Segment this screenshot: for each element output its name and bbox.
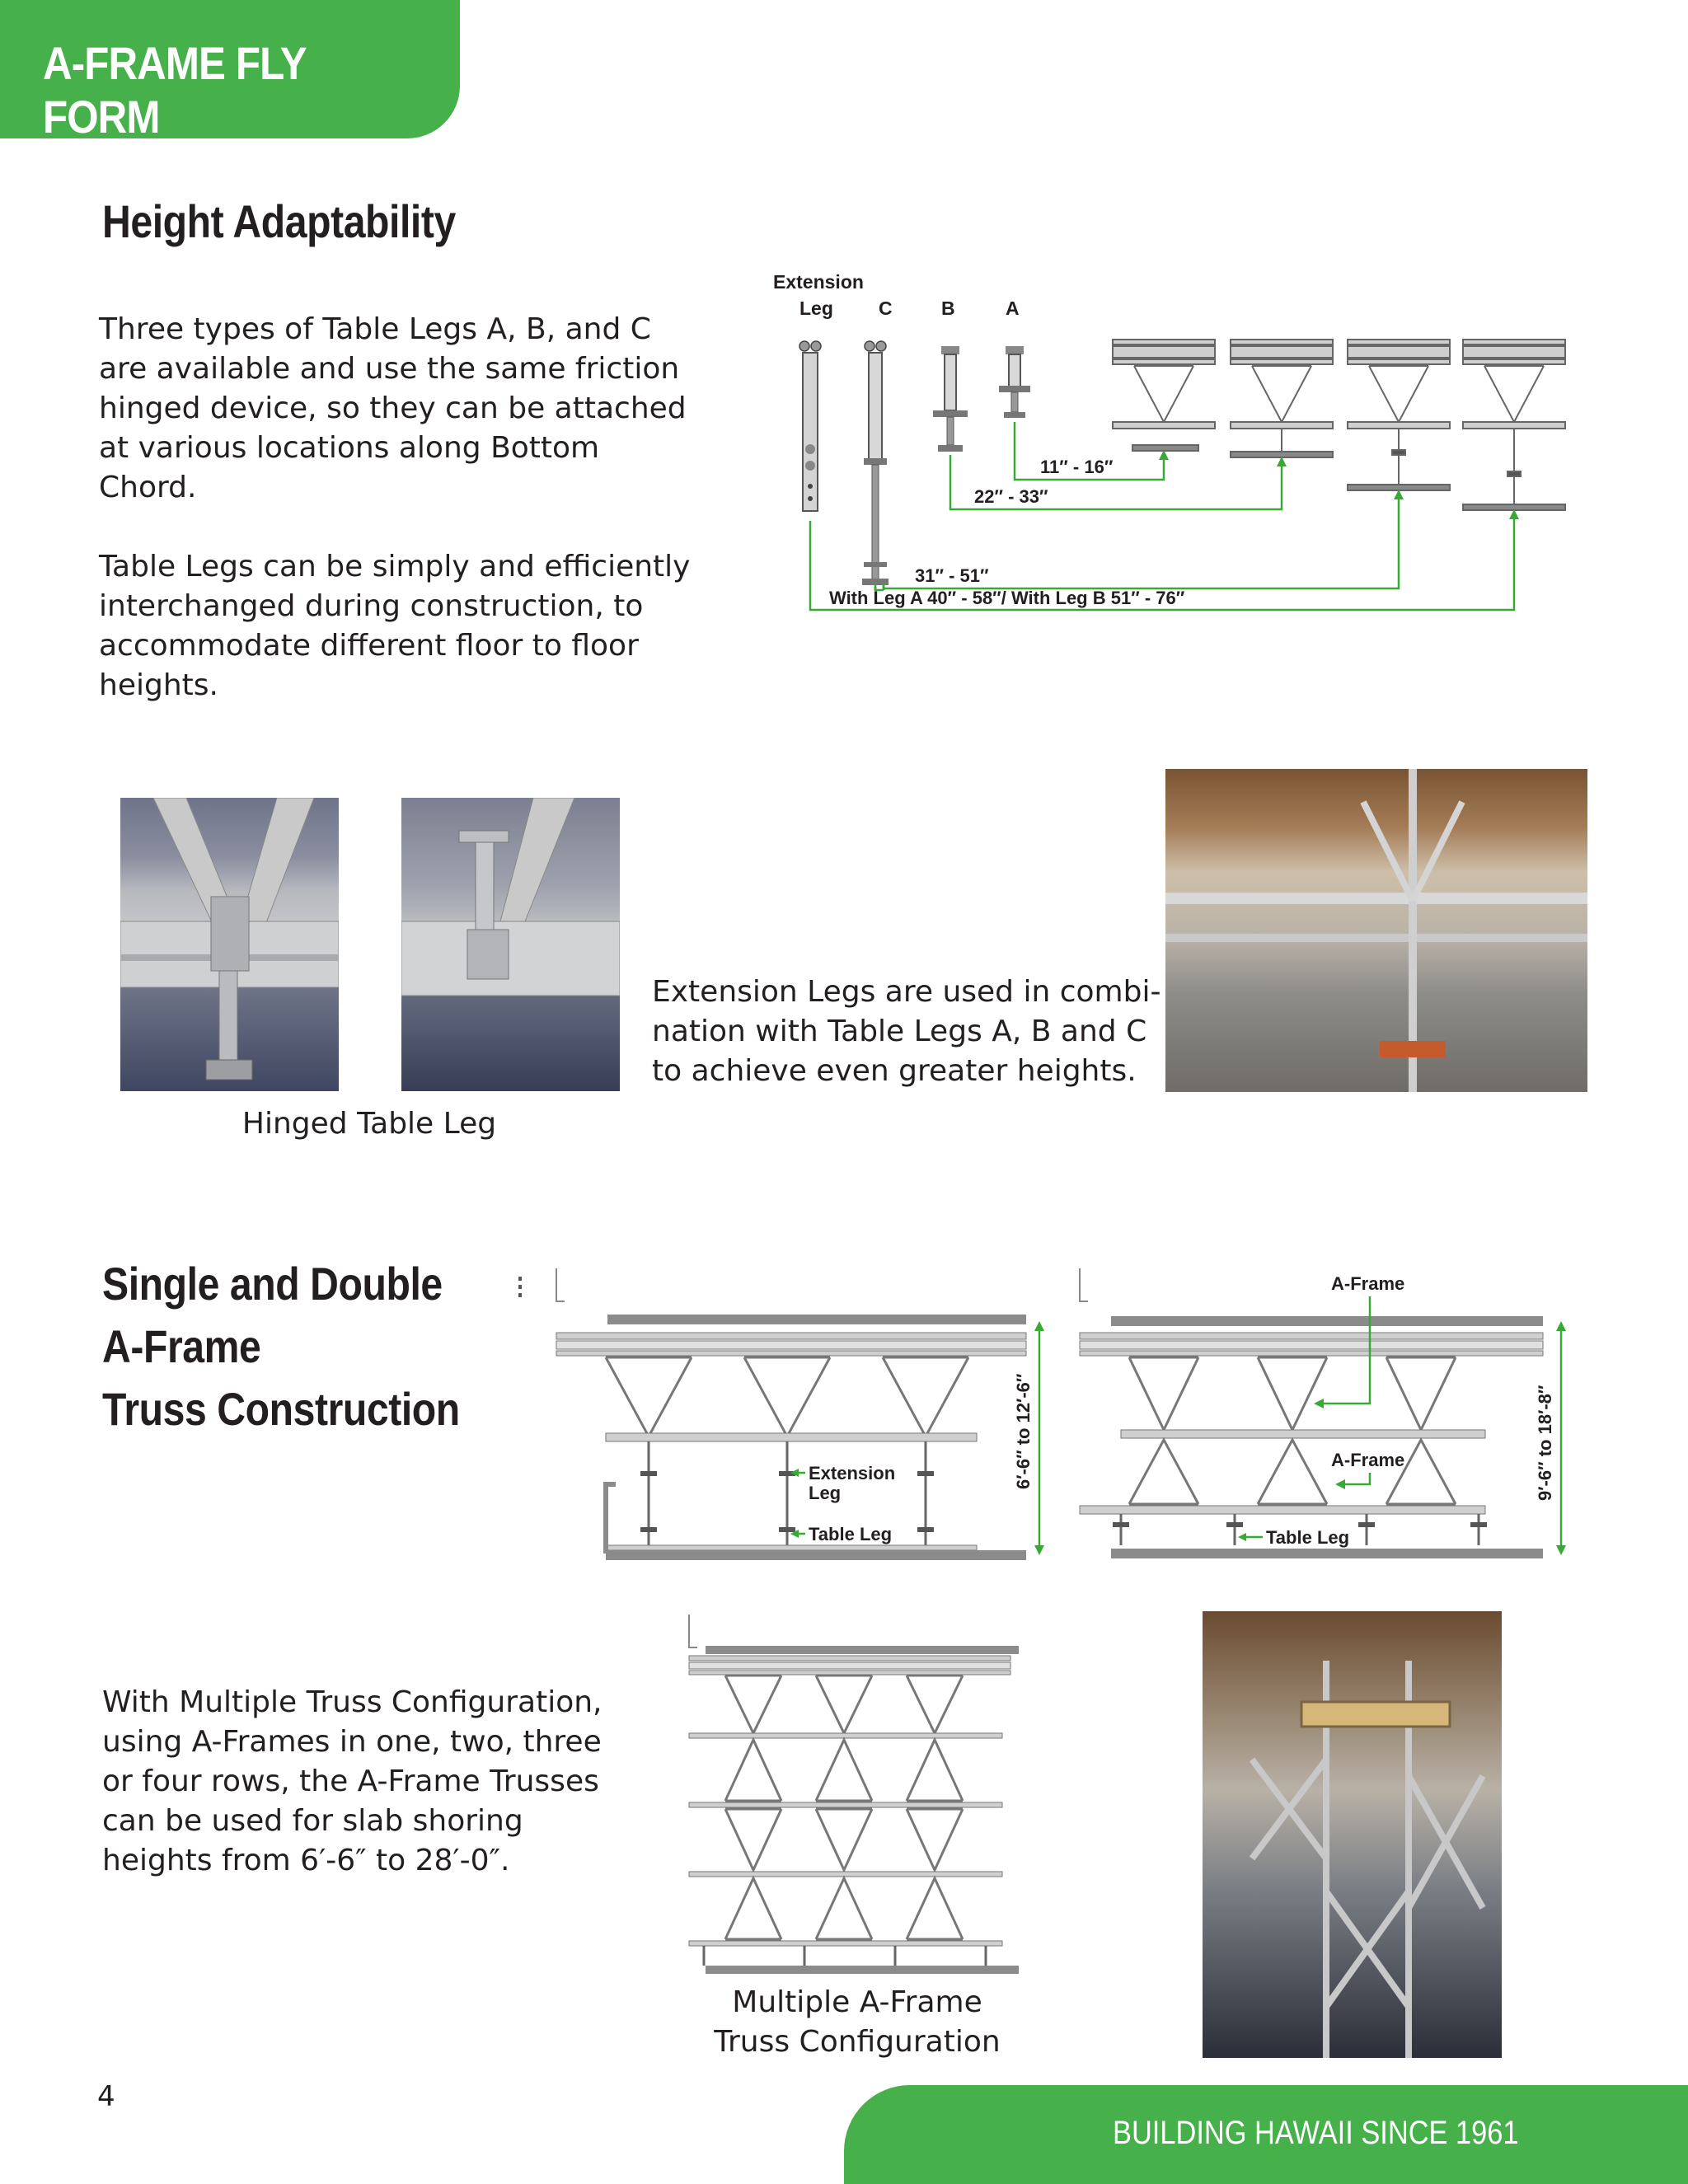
leg-b-drawing [933,346,968,452]
height-paragraph-1: Three types of Table Legs A, B, and C are available and use the same friction hinged device, so they can be attached at various locations along Bottom Chord. [99,312,687,504]
single-height-label: 6′-6″ to 12′-6″ [1013,1373,1034,1489]
double-table-leg-label: Table Leg [1266,1527,1350,1548]
range-c: 31″ - 51″ [915,565,989,586]
label-b: B [941,298,955,319]
leg-c-drawing [862,341,889,585]
single-table-leg-label: Table Leg [809,1524,893,1544]
header-title: A-FRAME FLY FORM [43,37,306,143]
range-extension: With Leg A 40″ - 58″/ With Leg B 51″ - 76″ [829,588,1185,608]
single-aframe-diagram [515,1265,1059,1562]
hinged-leg-caption: Hinged Table Leg [241,1107,497,1141]
frame-with-extension-leg [1463,340,1565,510]
section-heading-height: Height Adaptability [102,195,456,247]
height-paragraph-2: Table Legs can be simply and efficiently interchanged during construction, to accommodate different floor to floor heights. [99,550,691,702]
multiple-aframe-diagram [681,1611,1035,1982]
frame-with-leg-c [1348,340,1450,490]
label-a: A [1006,298,1020,319]
frame-with-leg-b [1231,340,1333,457]
double-aframe-mid-label: A-Frame [1331,1450,1405,1470]
footer-banner [844,2085,1688,2184]
double-aframe-top-label: A-Frame [1331,1273,1405,1294]
header-banner [0,0,460,143]
extension-leg-note: Extension Legs are used in combi- nation with Table Legs A, B and C to achieve even greater heights. [652,975,1161,1088]
frame-with-leg-a [1113,340,1215,451]
range-b: 22″ - 33″ [974,486,1048,507]
construction-photo-extension-legs [1165,769,1587,1092]
hinged-leg-photo-2 [401,798,620,1091]
section-heading-truss: Single and Double A-Frame Truss Construction [102,1258,460,1435]
extension-leg-drawing [799,341,821,511]
footer-tagline: BUILDING HAWAII SINCE 1961 [1113,2115,1519,2151]
single-ext-label-1: Extension [809,1463,896,1483]
table-leg-height-diagram [758,264,1599,626]
range-a: 11″ - 16″ [1040,457,1114,477]
leg-a-drawing [999,346,1030,418]
label-c: C [879,298,893,319]
hinged-leg-photo-1 [120,798,339,1091]
construction-photo-multiple-truss [1203,1611,1502,2058]
double-aframe-diagram [1071,1265,1582,1562]
page-number: 4 [97,2080,115,2113]
single-ext-label-2: Leg [809,1483,842,1503]
label-leg: Leg [799,298,833,319]
double-height-label: 9′-6″ to 18′-8″ [1535,1385,1555,1501]
label-extension: Extension [773,271,864,293]
truss-paragraph: With Multiple Truss Configuration, using A-Frames in one, two, three or four rows, the A-Frame Trusses can be used for slab shoring heights from 6′-6″ to 28′-0″. [102,1685,603,1877]
multiple-aframe-caption: Multiple A-Frame Truss Configuration [714,1985,1001,2059]
